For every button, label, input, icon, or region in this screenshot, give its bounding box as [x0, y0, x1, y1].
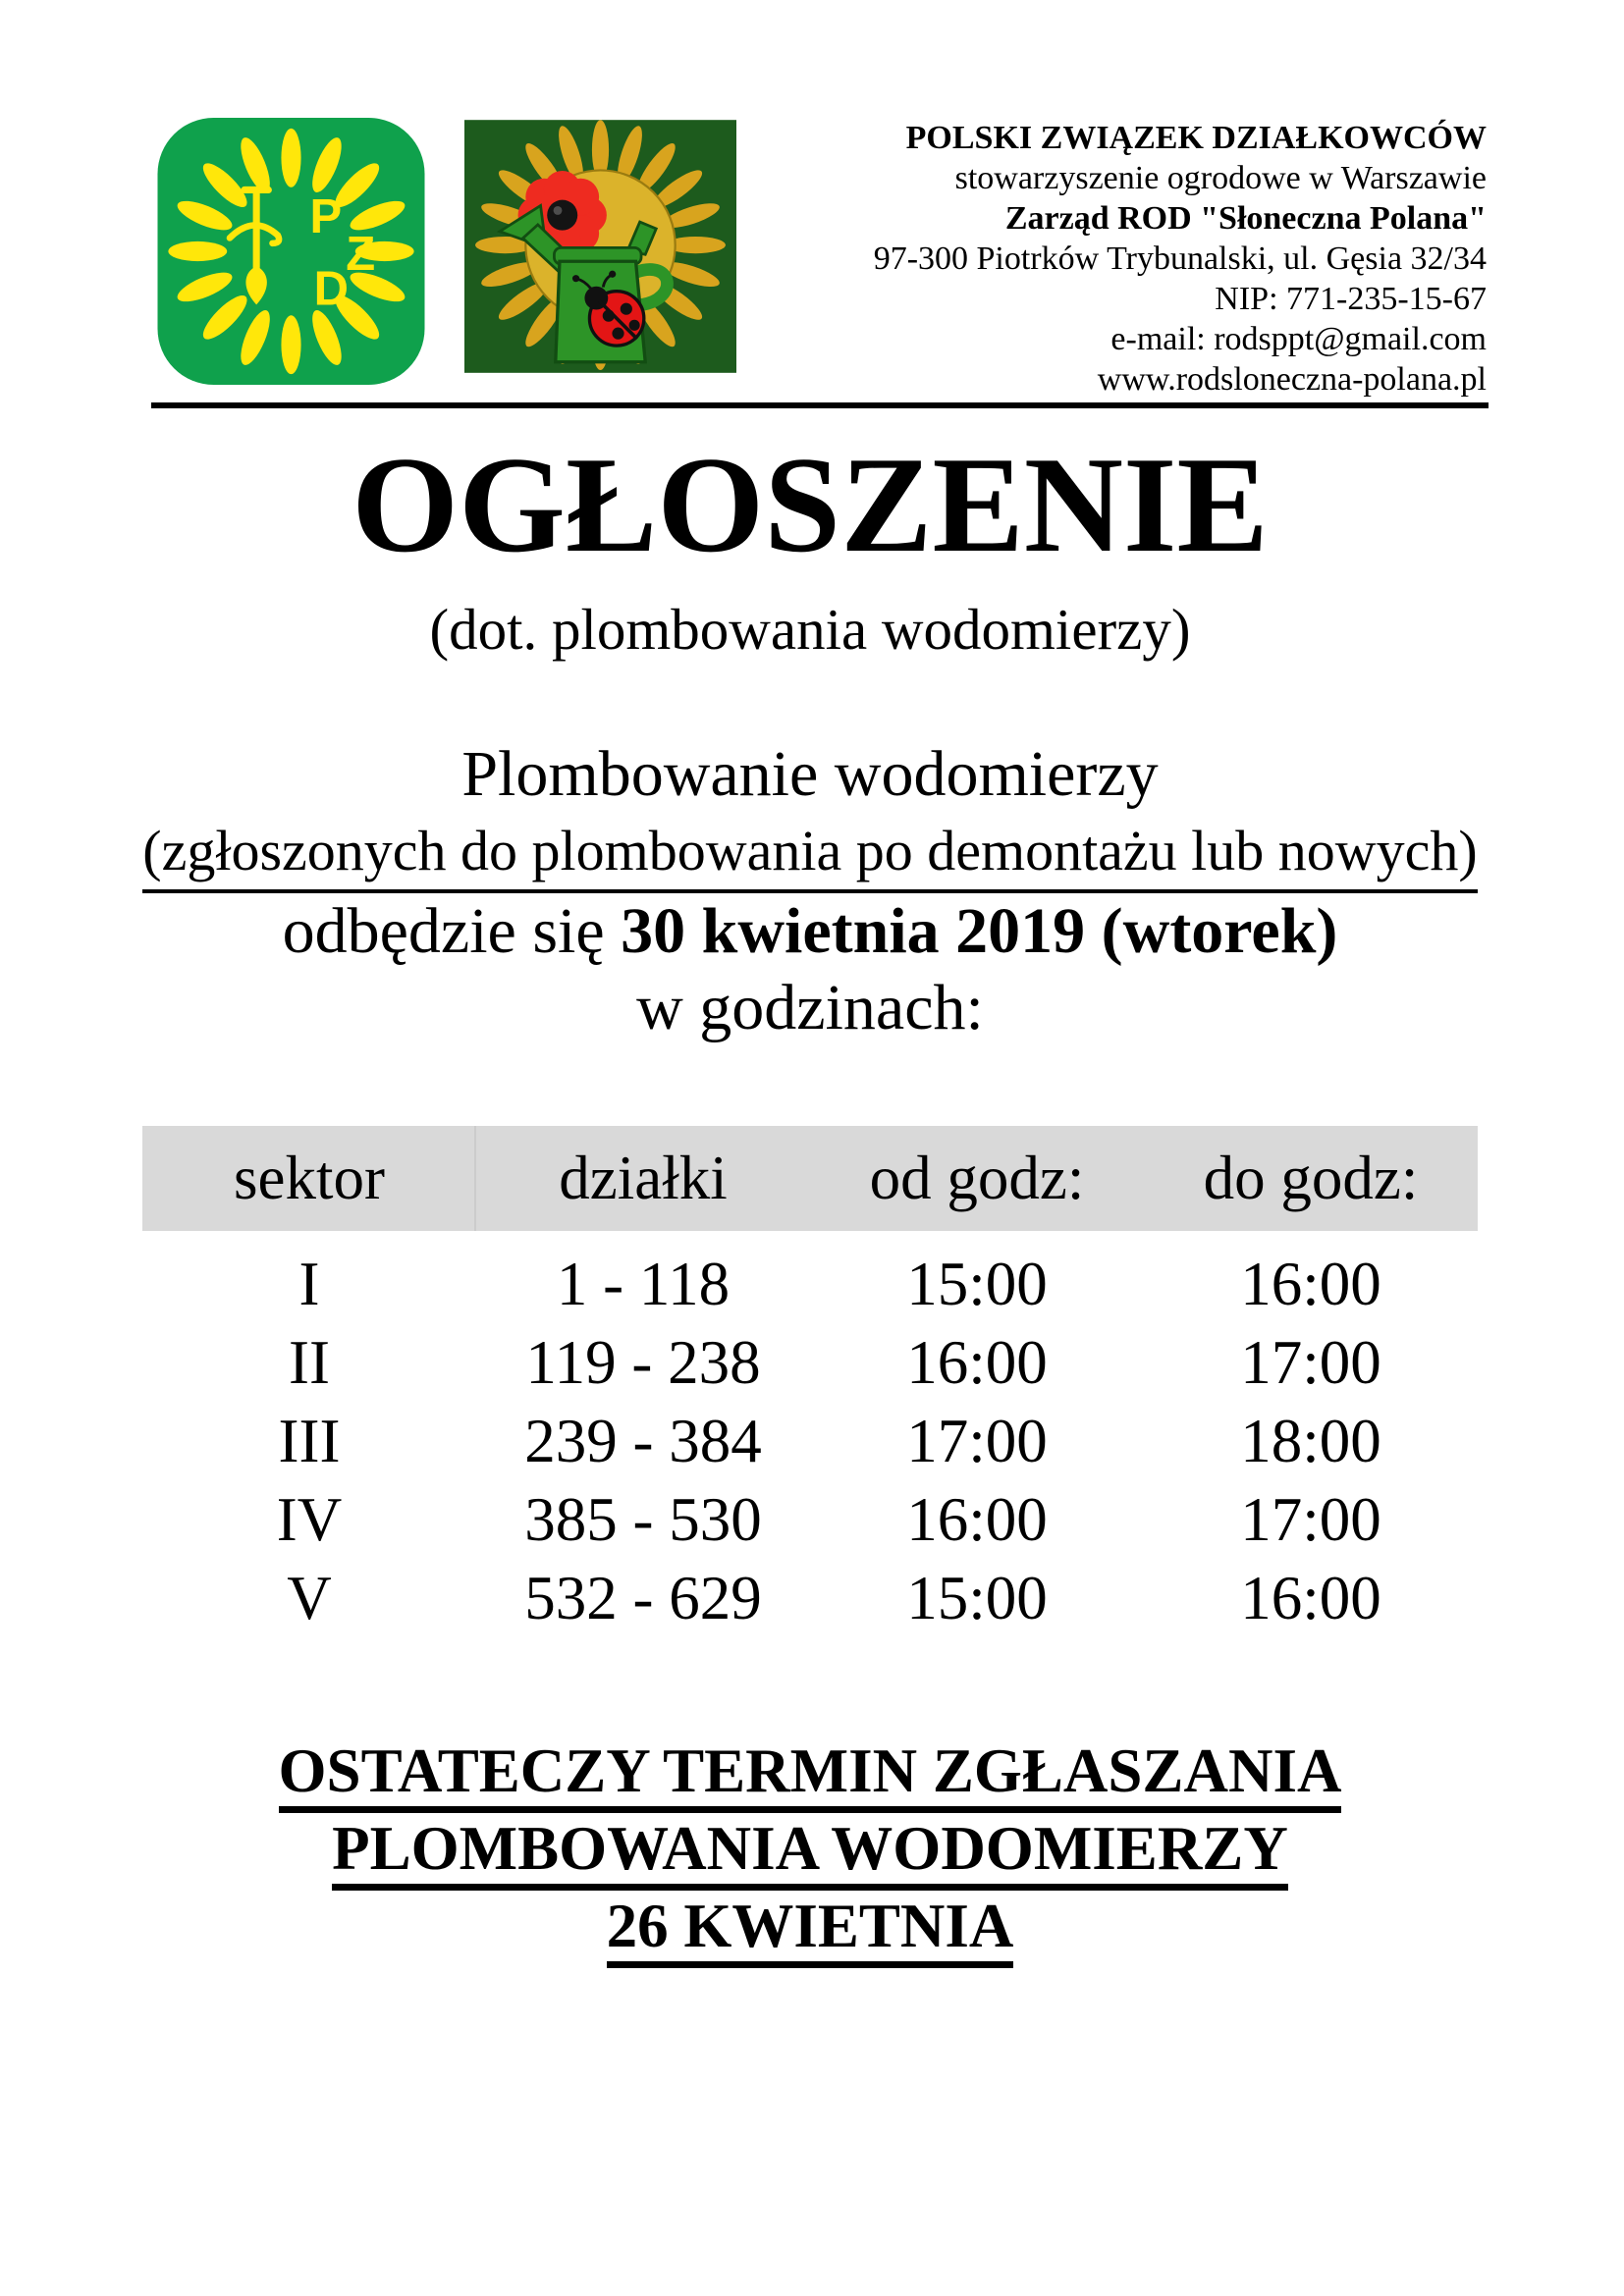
to-time-cell: 16:00: [1240, 1250, 1381, 1318]
schedule-table-header: [142, 1126, 1478, 1231]
table-row: [142, 1323, 1478, 1402]
event-date: 30 kwietnia 2019 (wtorek): [621, 895, 1338, 967]
deadline-line-2: PLOMBOWANIA WODOMIERZY: [142, 1813, 1478, 1891]
to-time-cell: 18:00: [1240, 1407, 1381, 1475]
body-line-3: [142, 895, 1478, 968]
pzd-logo-icon: [157, 118, 425, 385]
sector-cell: IV: [276, 1485, 343, 1554]
org-email: e-mail: rodsppt@gmail.com: [1110, 321, 1487, 357]
column-header-dzialki: działki: [559, 1144, 728, 1212]
board-name: Zarząd ROD "Słoneczna Polana": [1004, 200, 1487, 237]
plots-cell: 119 - 238: [525, 1328, 761, 1397]
org-nip: NIP: 771-235-15-67: [1215, 281, 1487, 317]
from-time-cell: 17:00: [906, 1407, 1048, 1475]
svg-text:D: D: [313, 262, 349, 316]
column-header-do-godz: do godz:: [1203, 1144, 1419, 1212]
deadline-line-1: OSTATECZY TERMIN ZGŁASZANIA: [142, 1735, 1478, 1813]
plots-cell: 532 - 629: [524, 1564, 762, 1632]
schedule-table-body: [142, 1231, 1478, 1637]
org-website: www.rodsloneczna-polana.pl: [1097, 361, 1487, 398]
from-time-cell: 15:00: [906, 1250, 1048, 1318]
org-address: 97-300 Piotrków Trybunalski, ul. Gęsia 32/34: [873, 240, 1487, 277]
to-time-cell: 17:00: [1240, 1485, 1381, 1554]
table-row: [142, 1480, 1478, 1559]
deadline-line-3: 26 KWIETNIA: [142, 1891, 1478, 1968]
deadline-notice: [142, 1735, 1478, 1968]
page-title: OGŁOSZENIE: [352, 429, 1269, 581]
org-name: POLSKI ZWIĄZEK DZIAŁKOWCÓW: [905, 120, 1487, 156]
body-line-4: w godzinach:: [636, 972, 984, 1043]
sector-cell: III: [278, 1407, 341, 1475]
table-row: [142, 1245, 1478, 1323]
plots-cell: 385 - 530: [524, 1485, 762, 1554]
body-line-3-regular: odbędzie się: [282, 895, 622, 967]
body-line-2: [142, 819, 1478, 883]
column-header-sektor: sektor: [234, 1144, 385, 1212]
page-subtitle: (dot. plombowania wodomierzy): [429, 597, 1191, 662]
svg-text:Z: Z: [346, 228, 376, 282]
to-time-cell: 17:00: [1240, 1328, 1381, 1397]
schedule-table: [142, 1126, 1478, 1637]
plots-cell: 239 - 384: [524, 1407, 762, 1475]
from-time-cell: 16:00: [906, 1485, 1048, 1554]
to-time-cell: 16:00: [1240, 1564, 1381, 1632]
svg-text:P: P: [309, 189, 343, 243]
plots-cell: 1 - 118: [556, 1250, 731, 1318]
sector-cell: II: [289, 1328, 330, 1397]
sector-cell: I: [298, 1250, 320, 1318]
letterhead: [687, 118, 1487, 400]
org-subtitle: stowarzyszenie ogrodowe w Warszawie: [954, 160, 1487, 196]
column-header-od-godz: od godz:: [869, 1144, 1085, 1212]
from-time-cell: 15:00: [906, 1564, 1048, 1632]
header-divider: [151, 402, 1489, 408]
header-cell-divider: [474, 1126, 476, 1231]
underlined-note: (zgłoszonych do plombowania po demontażu lub nowych): [142, 819, 1477, 893]
table-row: [142, 1402, 1478, 1480]
table-row: [142, 1559, 1478, 1637]
from-time-cell: 16:00: [906, 1328, 1048, 1397]
sector-cell: V: [287, 1564, 332, 1632]
body-line-1: Plombowanie wodomierzy: [461, 738, 1159, 810]
